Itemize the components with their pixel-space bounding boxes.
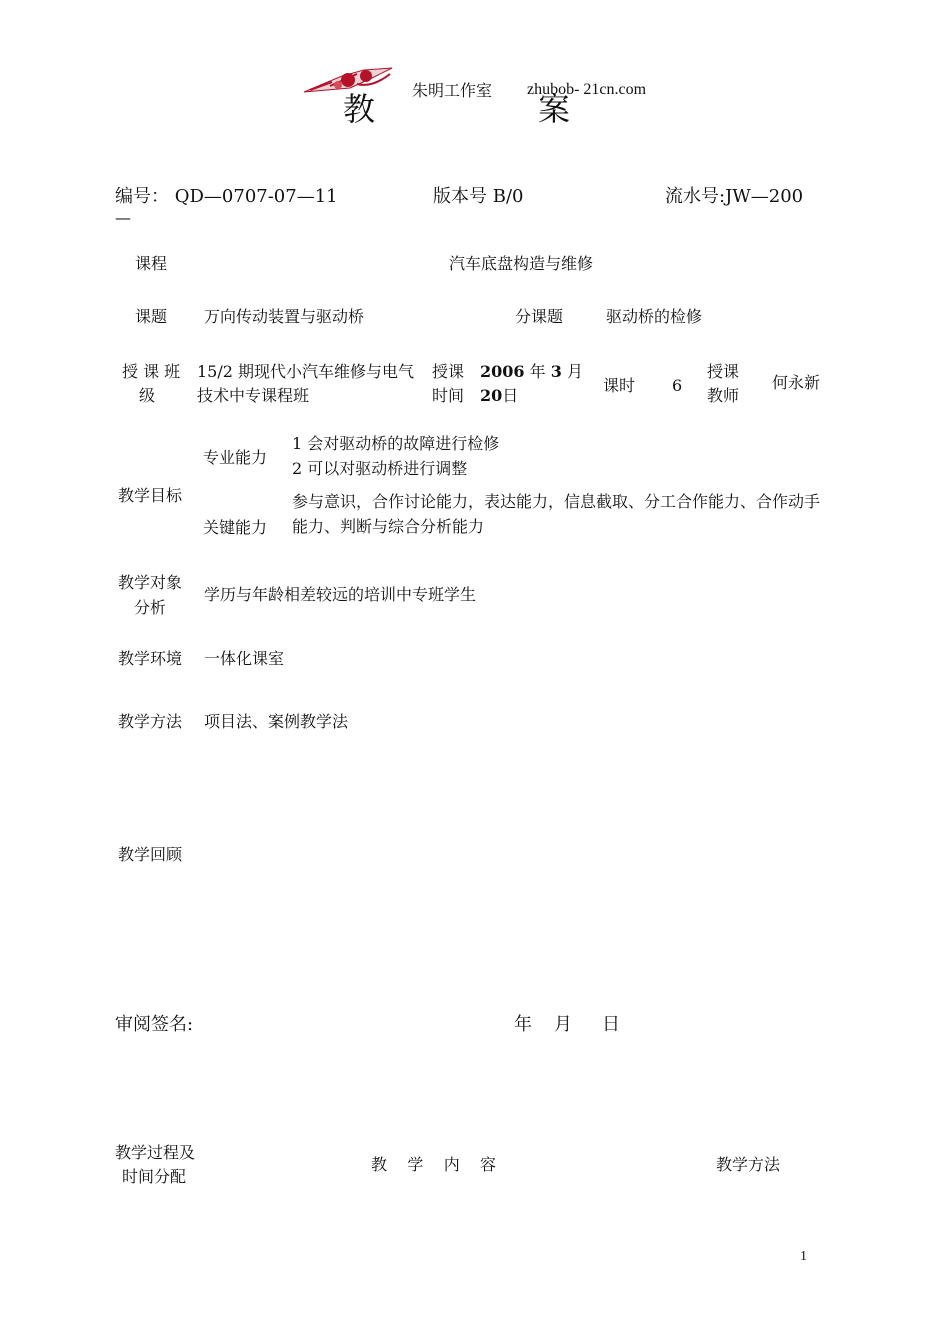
teacher-label-2: 教师	[707, 386, 740, 405]
review-label: 教学回顾	[118, 845, 183, 864]
doc-serial: 流水号:JW—200	[665, 186, 804, 207]
teacher-label-1: 授课	[707, 362, 740, 381]
class-value-1: 15/2 期现代小汽车维修与电气	[197, 362, 415, 381]
subtopic-value: 驱动桥的检修	[606, 307, 703, 326]
page-number: 1	[800, 1249, 807, 1264]
process-method-header: 教学方法	[716, 1155, 781, 1174]
time-label-2: 时间	[432, 386, 465, 405]
lesson-day: 20	[480, 386, 503, 405]
signature-month: 月	[554, 1014, 572, 1035]
time-label-1: 授课	[432, 362, 465, 381]
studio-name: 朱明工作室	[412, 81, 493, 100]
subtopic-label: 分课题	[515, 307, 564, 326]
professional-item-2: 2 可以对驱动桥进行调整	[292, 459, 468, 478]
hours-label: 课时	[603, 376, 636, 395]
lesson-date-line-1	[480, 360, 583, 384]
process-label-2: 时间分配	[122, 1167, 187, 1186]
signature-day: 日	[602, 1014, 620, 1035]
hours-value: 6	[672, 376, 683, 395]
class-value-2: 技术中专课程班	[197, 386, 310, 405]
class-label-2: 级	[139, 386, 156, 405]
lesson-date-line-2	[480, 384, 518, 408]
course-value: 汽车底盘构造与维修	[449, 254, 594, 273]
key-text-2: 能力、判断与综合分析能力	[292, 517, 485, 536]
professional-item-1: 1 会对驱动桥的故障进行检修	[292, 434, 500, 453]
month-unit: 月	[566, 362, 583, 381]
environment-value: 一体化课室	[204, 649, 285, 668]
audience-label-1: 教学对象	[118, 573, 183, 592]
key-label: 关键能力	[203, 518, 268, 537]
objectives-label: 教学目标	[118, 486, 183, 505]
key-text-1: 参与意识，合作讨论能力，表达能力，信息截取、分工合作能力、合作动手	[292, 492, 821, 511]
topic-value: 万向传动装置与驱动桥	[204, 307, 365, 326]
doc-title-right: 案	[538, 90, 571, 128]
process-label-1: 教学过程及	[115, 1143, 196, 1162]
audience-value: 学历与年龄相差较远的培训中专班学生	[204, 585, 477, 604]
doc-serial-tail: —	[115, 208, 131, 227]
audience-label-2: 分析	[134, 598, 167, 617]
class-label-1: 授 课 班	[122, 362, 181, 381]
site-url: zhubob- 21cn.com	[527, 81, 647, 98]
day-unit: 日	[502, 386, 519, 405]
signature-label: 审阅签名:	[115, 1014, 194, 1035]
year-unit: 年	[529, 362, 546, 381]
doc-title-left: 教	[343, 90, 376, 128]
environment-label: 教学环境	[118, 649, 183, 668]
professional-label: 专业能力	[203, 448, 268, 467]
signature-year: 年	[514, 1014, 532, 1035]
teacher-value: 何永新	[772, 373, 821, 392]
course-label: 课程	[135, 254, 168, 273]
doc-version: 版本号 B/0	[433, 186, 524, 207]
lesson-year: 2006	[480, 362, 525, 381]
method-value: 项目法、案例教学法	[204, 712, 349, 731]
lesson-month: 3	[550, 362, 562, 381]
doc-number: 编号： QD—0707-07—11	[115, 186, 338, 207]
topic-label: 课题	[135, 307, 168, 326]
method-label: 教学方法	[118, 712, 183, 731]
process-content-header: 教 学 内 容	[371, 1155, 497, 1174]
